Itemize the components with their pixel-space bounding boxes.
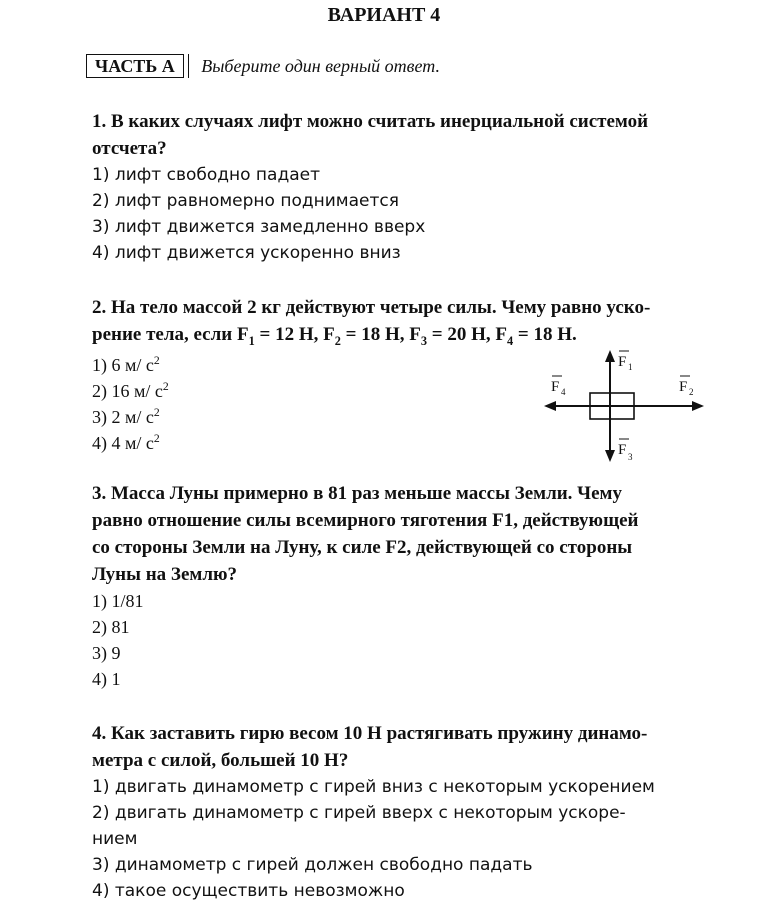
- question-3-line-2: равно отношение силы всемирного тяготения F1, действующей: [92, 510, 639, 531]
- part-divider: [188, 54, 190, 78]
- question-3-option-1: 1) 1/81: [92, 591, 144, 611]
- f1-subscript: 1: [248, 333, 255, 348]
- question-1-line-1: 1. В каких случаях лифт можно считать инерциальной системой: [92, 111, 649, 132]
- part-label-box: ЧАСТЬ А: [86, 54, 184, 78]
- q2-eq1: = 12 Н, F: [254, 324, 335, 345]
- question-4-line-2: метра с силой, большей 10 Н?: [92, 750, 349, 771]
- option-text: 4) 4 м/ с: [92, 433, 154, 453]
- question-2-line-1: 2. На тело массой 2 кг действуют четыре силы. Чему равно уско-: [92, 297, 651, 318]
- question-1-option-2: 2) лифт равномерно поднимается: [92, 191, 399, 211]
- f2-letter: F: [679, 379, 688, 395]
- question-4-option-4: 4) такое осуществить невозможно: [92, 881, 405, 901]
- f1-letter: F: [618, 354, 627, 370]
- force-diagram: [538, 344, 708, 468]
- f4-subscript: 4: [507, 333, 514, 348]
- f2-index: 2: [689, 387, 694, 397]
- option-text: 1) 6 м/ с: [92, 355, 154, 375]
- option-text: 3) 2 м/ с: [92, 407, 154, 427]
- question-4-option-3: 3) динамометр с гирей должен свободно падать: [92, 855, 533, 875]
- question-3-option-4: 4) 1: [92, 669, 121, 689]
- question-1-option-4: 4) лифт движется ускоренно вниз: [92, 243, 401, 263]
- question-4-line-1: 4. Как заставить гирю весом 10 Н растягивать пружину динамо-: [92, 723, 648, 744]
- arrow-up-icon: [605, 350, 615, 362]
- f3-index: 3: [628, 452, 633, 462]
- unit-power: 2: [162, 380, 169, 393]
- question-1-option-3: 3) лифт движется замедленно вверх: [92, 217, 426, 237]
- question-1-option-1: 1) лифт свободно падает: [92, 165, 320, 185]
- part-instruction: Выберите один верный ответ.: [201, 55, 440, 76]
- f3-subscript: 3: [420, 333, 428, 348]
- part-header: [86, 52, 440, 80]
- arrow-right-icon: [692, 401, 704, 411]
- question-3-line-4: Луны на Землю?: [92, 564, 237, 585]
- question-3-option-3: 3) 9: [92, 643, 121, 663]
- question-2-option-4: [92, 426, 160, 456]
- question-1-text: [92, 108, 704, 162]
- q2-eq2: = 18 Н, F: [340, 324, 421, 345]
- unit-power: 2: [153, 354, 160, 367]
- unit-power: 2: [153, 432, 160, 445]
- q2-line2-prefix: рение тела, если F: [92, 324, 249, 345]
- question-1-line-2: отсчета?: [92, 138, 167, 159]
- question-4-text: [92, 720, 704, 774]
- f4-letter: F: [551, 379, 560, 395]
- q2-eq3: = 20 Н, F: [427, 324, 507, 345]
- question-3-text: [92, 480, 704, 588]
- f1-index: 1: [628, 362, 633, 372]
- option-text: 2) 16 м/ с: [92, 381, 163, 401]
- f3-letter: F: [618, 442, 627, 458]
- f2-subscript: 2: [334, 333, 341, 348]
- unit-power: 2: [153, 406, 160, 419]
- question-3-option-2: 2) 81: [92, 617, 130, 637]
- question-4-option-2: 2) двигать динамометр с гирей вверх с некоторым ускоре-: [92, 803, 626, 823]
- arrow-down-icon: [605, 450, 615, 462]
- question-3-line-3: со стороны Земли на Луну, к силе F2, действующей со стороны: [92, 537, 633, 558]
- question-4-option-2-continued: нием: [92, 829, 138, 849]
- arrow-left-icon: [544, 401, 556, 411]
- q2-eq4: = 18 Н.: [513, 324, 577, 345]
- question-4-option-1: 1) двигать динамометр с гирей вниз с некоторым ускорением: [92, 777, 655, 797]
- f4-index: 4: [561, 387, 566, 397]
- variant-title: ВАРИАНТ 4: [327, 4, 441, 26]
- question-3-line-1: 3. Масса Луны примерно в 81 раз меньше массы Земли. Чему: [92, 483, 622, 504]
